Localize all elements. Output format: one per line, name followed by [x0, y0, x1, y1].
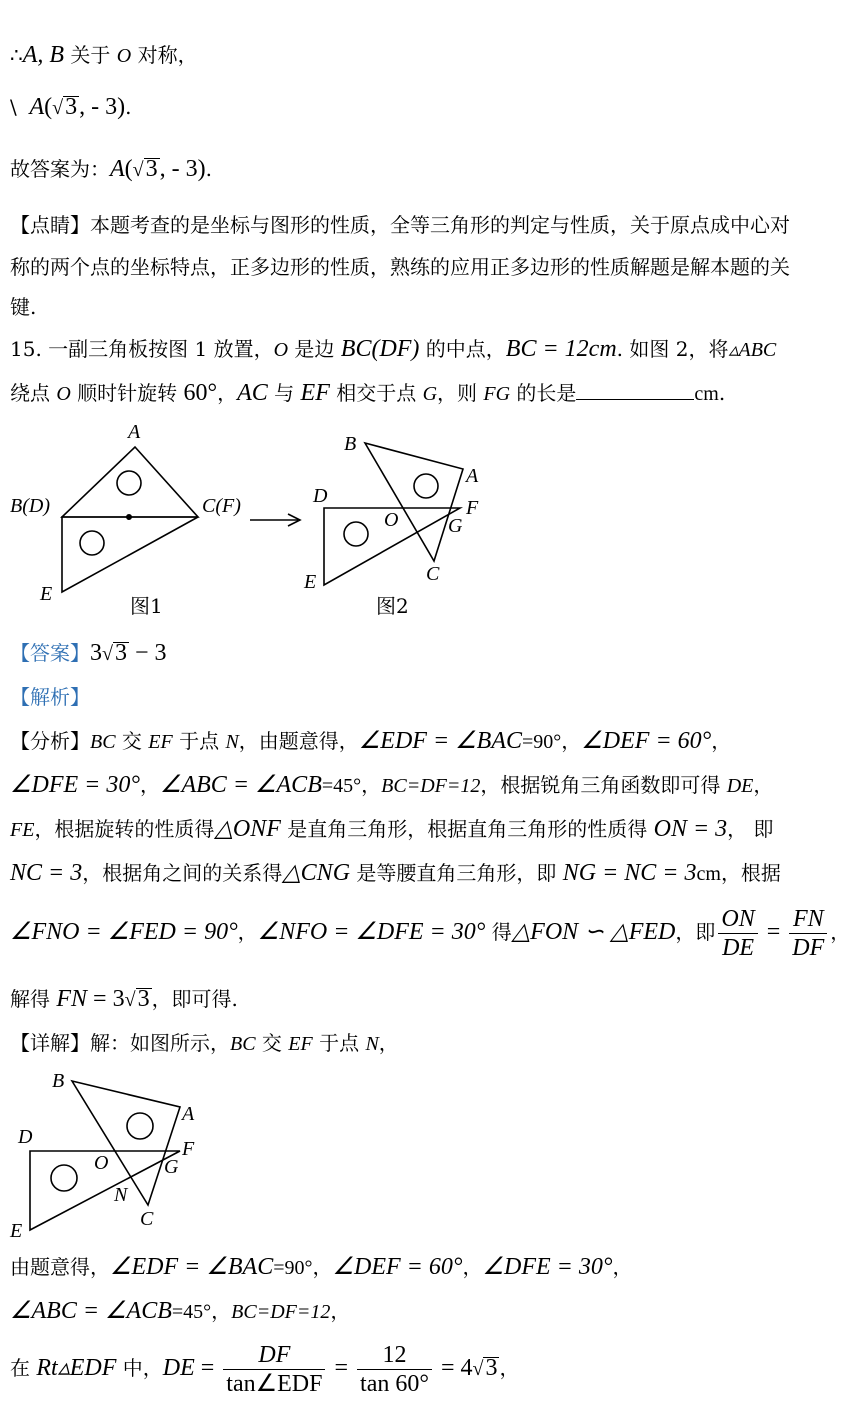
caption-fig1: 图1 [130, 594, 163, 618]
label-n: N [114, 1184, 128, 1206]
answer-tag: 【答案】 [10, 641, 90, 665]
text-line: 故答案为：A(√3, - 3). [10, 156, 213, 182]
text-line: FE，根据旋转的性质得△ONF 是直角三角形，根据直角三角形的性质得 ON = 3， 即 [10, 816, 774, 842]
section-line [10, 684, 90, 710]
jiexi-tag: 【解析】 [10, 685, 90, 709]
text-line: \ A(√3, - 3). [10, 94, 132, 120]
text-line: 称的两个点的坐标特点，正多边形的性质，熟练的应用正多边形的性质解题是解本题的关 [10, 255, 790, 279]
label-o: O [94, 1152, 109, 1174]
label-g: G [164, 1156, 179, 1178]
question-line: 15. 一副三角板按图 1 放置，O 是边 BC(DF) 的中点，BC = 12cm. 如图 2，将▵ABC [10, 336, 777, 362]
label-b: B [344, 433, 357, 455]
label-d: D [313, 485, 328, 507]
label-a: A [182, 1103, 195, 1125]
text-line: 键. [10, 295, 37, 319]
triangle-abc-2 [365, 443, 463, 561]
answer-line: 【答案】3√3 − 3 [10, 640, 167, 666]
label-a: A [466, 465, 479, 487]
fraction: $\frac{FN}{DF}$ [789, 905, 827, 962]
text-line: ∠DFE = 30°，∠ABC = ∠ACB=45°，BC=DF=12，根据锐角三角函数即可得 DE， [10, 772, 774, 798]
text-line: 【详解】解：如图所示，BC 交 EF 于点 N， [10, 1031, 399, 1055]
therefore-symbol: ∴ [10, 43, 23, 67]
label-f: F [466, 497, 479, 519]
text-line: ∠ABC = ∠ACB=45°，BC=DF=12， [10, 1298, 351, 1324]
triangle-def [62, 517, 198, 592]
text-line: 解得 FN = 3√3 ，即可得. [10, 986, 238, 1012]
text-line: 在 Rt▵EDF 中，DE = $\frac{DF}{\text{tan∠EDF}}$ = $\frac{12}{\tan 60^\circ}$ = 4√3 ， [10, 1342, 520, 1397]
label-f: F [182, 1138, 195, 1160]
text-line: NC = 3，根据角之间的关系得△CNG 是等腰直角三角形，即 NG = NC = 3cm，根据 [10, 860, 781, 886]
answer-blank [576, 381, 694, 400]
text-line: 【点睛】本题考查的是坐标与图形的性质，全等三角形的判定与性质，关于原点成中心对 [10, 213, 790, 237]
arrow-icon [250, 514, 300, 526]
label-o: O [384, 509, 399, 531]
triangle-abc [62, 447, 198, 517]
caption-fig2: 图2 [376, 594, 409, 618]
question-line: 绕点 O 顺时针旋转 60°，AC 与 EF 相交于点 G，则 FG 的长是 cm. [10, 380, 726, 406]
fraction: $\frac{ON}{DE}$ [718, 905, 757, 962]
text-line: ∠FNO = ∠FED = 90°，∠NFO = ∠DFE = 30° 得△FON ∽ △FED，即 $\frac{ON}{DE}$ = $\frac{FN}{DF}$ ， [10, 906, 850, 961]
label-e: E [304, 571, 317, 593]
label-c: C [140, 1208, 154, 1230]
label-c-f: C(F) [202, 495, 241, 517]
label-g: G [448, 515, 463, 537]
text-line: 【分析】BC 交 EF 于点 N，由题意得，∠EDF = ∠BAC=90°，∠DEF = 60°， [10, 728, 732, 754]
label-c: C [426, 563, 440, 585]
fraction: $\frac{DF}{\text{tan∠EDF}}$ [223, 1341, 325, 1398]
label-e: E [10, 1220, 23, 1242]
fraction: $\frac{12}{\tan 60^\circ}$ [357, 1341, 432, 1398]
text-line: ∴A, B 关于 O 对称， [10, 42, 198, 68]
label-d: D [18, 1126, 33, 1148]
label-b-d: B(D) [10, 495, 50, 517]
label-a: A [128, 421, 141, 443]
label-b: B [52, 1070, 65, 1092]
midpoint-o [126, 514, 132, 520]
figure-3 [0, 1065, 260, 1245]
text-line: 由题意得，∠EDF = ∠BAC=90°，∠DEF = 60°，∠DFE = 30°， [10, 1254, 633, 1280]
label-e: E [40, 583, 53, 605]
figure-1-2 [0, 420, 836, 620]
section-tag: 【点睛】 [10, 213, 90, 237]
